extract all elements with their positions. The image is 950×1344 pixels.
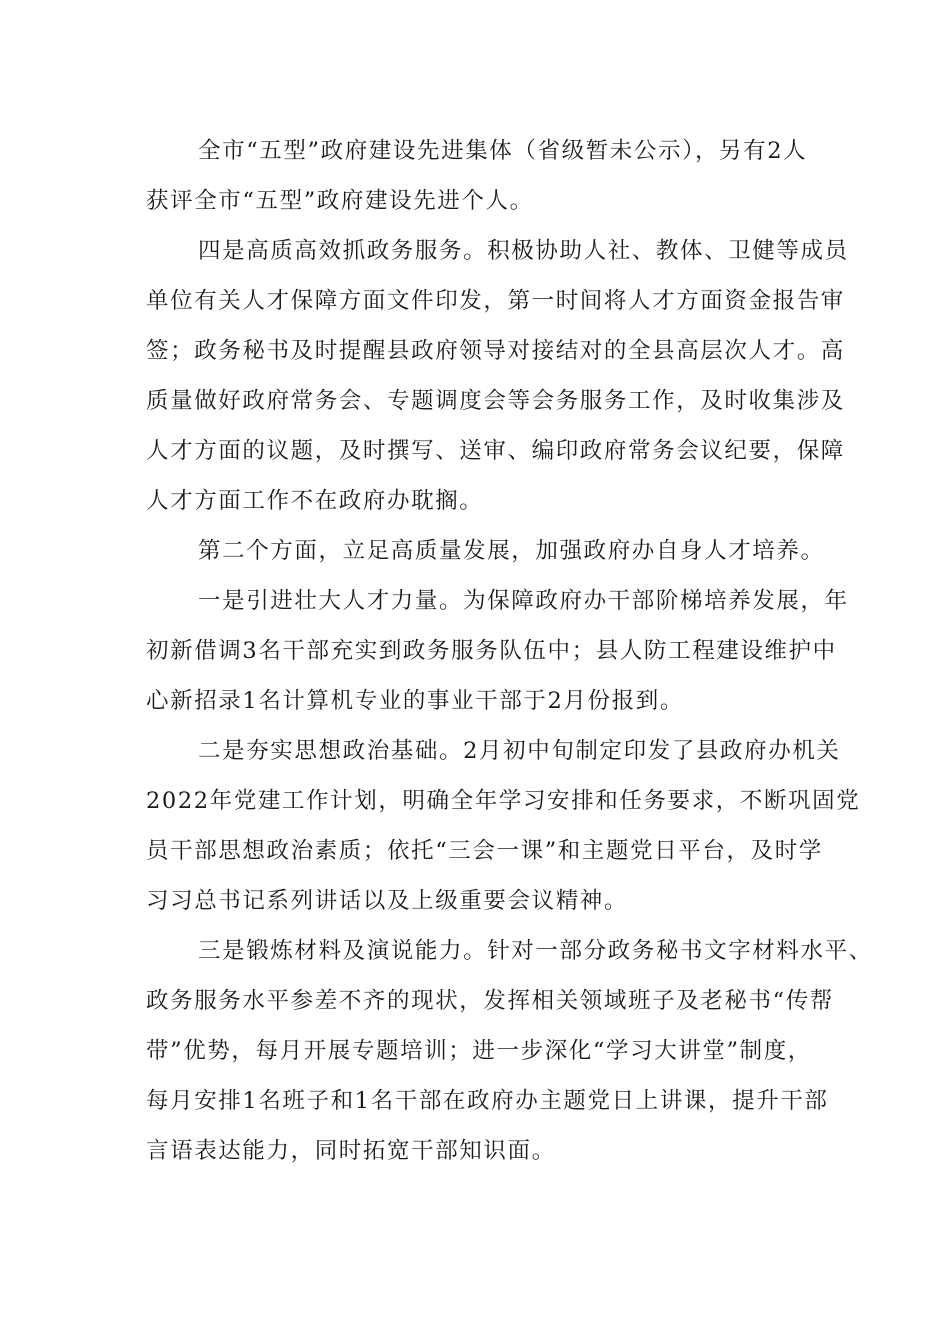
paragraph-2-line-6: 人才方面工作不在政府办耽搁。 (146, 488, 484, 514)
paragraph-6-line-2: 政务服务水平参差不齐的现状，发挥相关领域班子及老秘书“传帮 (146, 988, 834, 1014)
paragraph-5-line-1: 二是夯实思想政治基础。2月初中旬制定印发了县政府办机关 (198, 738, 841, 764)
paragraph-2-line-5: 人才方面的议题，及时撰写、送审、编印政府常务会议纪要，保障 (146, 438, 845, 464)
paragraph-1-line-1: 全市“五型”政府建设先进集体（省级暂未公示），另有2人 (198, 138, 808, 164)
paragraph-3-line-1: 第二个方面，立足高质量发展，加强政府办自身人才培养。 (198, 538, 825, 564)
paragraph-4-line-3: 心新招录1名计算机专业的事业干部于2月份报到。 (146, 688, 684, 714)
paragraph-6-line-1: 三是锻炼材料及演说能力。针对一部分政务秘书文字材料水平、 (198, 938, 873, 964)
paragraph-1-line-2: 获评全市“五型”政府建设先进个人。 (146, 188, 534, 214)
paragraph-6-line-5: 言语表达能力，同时拓宽干部知识面。 (146, 1138, 556, 1164)
paragraph-2-line-1: 四是高质高效抓政务服务。积极协助人社、教体、卫健等成员 (198, 238, 849, 264)
paragraph-2-line-3: 签；政务秘书及时提醒县政府领导对接结对的全县高层次人才。高 (146, 338, 845, 364)
paragraph-6-line-4: 每月安排1名班子和1名干部在政府办主题党日上讲课，提升干部 (146, 1088, 829, 1114)
paragraph-2-line-2: 单位有关人才保障方面文件印发，第一时间将人才方面资金报告审 (146, 288, 845, 314)
paragraph-5-line-3: 员干部思想政治素质；依托“三会一课”和主题党日平台，及时学 (146, 838, 823, 864)
paragraph-5-line-2: 2022年党建工作计划，明确全年学习安排和任务要求，不断巩固党 (146, 788, 861, 814)
paragraph-4-line-2: 初新借调3名干部充实到政务服务队伍中；县人防工程建设维护中 (146, 638, 837, 664)
paragraph-4-line-1: 一是引进壮大人才力量。为保障政府办干部阶梯培养发展，年 (198, 588, 849, 614)
paragraph-6-line-3: 带”优势，每月开展专题培训；进一步深化“学习大讲堂”制度， (146, 1038, 812, 1064)
paragraph-2-line-4: 质量做好政府常务会、专题调度会等会务服务工作，及时收集涉及 (146, 388, 845, 414)
paragraph-5-line-4: 习习总书记系列讲话以及上级重要会议精神。 (146, 888, 629, 914)
